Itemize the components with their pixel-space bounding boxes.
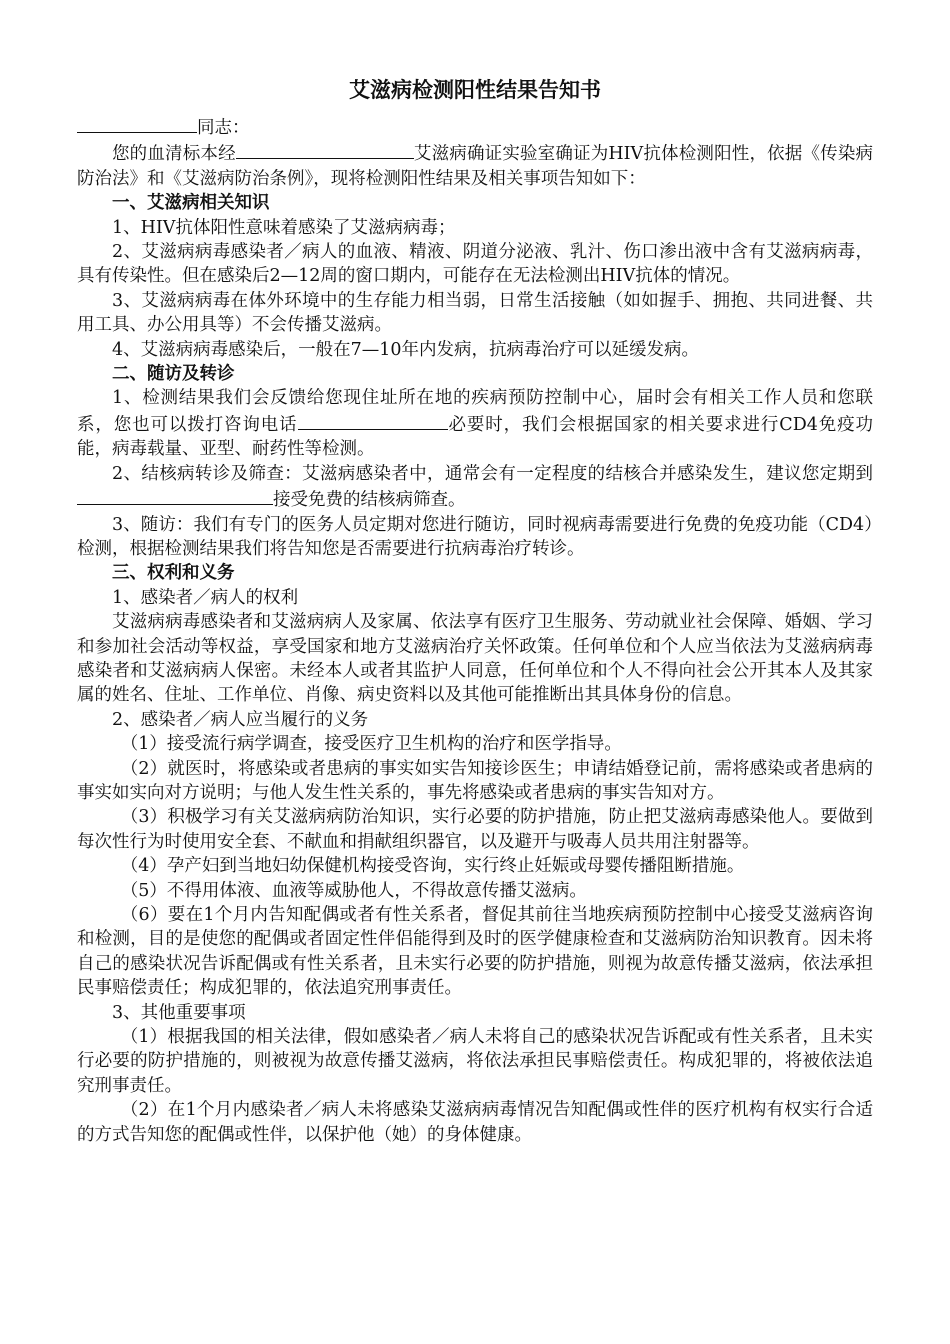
s3-subheading-other: 3、其他重要事项 <box>112 1002 246 1023</box>
notice-document <box>77 76 873 1147</box>
s2-item-1 <box>77 386 873 461</box>
section-3-title: 三、权利和义务 <box>112 563 235 584</box>
obligation-4: （4）孕产妇到当地妇幼保健机构接受咨询，实行终止妊娠或母婴传播阻断措施。 <box>120 856 745 877</box>
obligation-5: （5）不得用体液、血液等威胁他人，不得故意传播艾滋病。 <box>120 880 587 901</box>
s1-item-2: 2、艾滋病病毒感染者／病人的血液、精液、阴道分泌液、乳汁、伤口渗出液中含有艾滋病病毒，具有传染性。但在感染后2—12周的窗口期内，可能存在无法检测出HIV抗体的情况。 <box>77 242 873 287</box>
document-title: 艾滋病检测阳性结果告知书 <box>349 78 601 102</box>
s1-item-4: 4、艾滋病病毒感染后，一般在7—10年内发病，抗病毒治疗可以延缓发病。 <box>112 339 700 360</box>
s2-item-2-text-a: 2、结核病转诊及筛查：艾滋病感染者中，通常会有一定程度的结核合并感染发生，建议您定期到 <box>112 463 873 484</box>
s3-subheading-rights: 1、感染者／病人的权利 <box>112 587 299 608</box>
s3-rights-paragraph: 艾滋病病毒感染者和艾滋病病人及家属、依法享有医疗卫生服务、劳动就业社会保障、婚姻、学习和参加社会活动等权益，享受国家和地方艾滋病治疗关怀政策。任何单位和个人应当依法为艾滋病病毒感染者和艾滋病病人保密。未经本人或者其监护人同意，任何单位和个人不得向社会公开其本人及其家属的姓名、住址、工作单位、肖像、病史资料以及其他可能推断出其具体身份的信息。 <box>77 612 873 706</box>
section-1-title: 一、艾滋病相关知识 <box>112 193 270 214</box>
s1-item-3: 3、艾滋病病毒在体外环境中的生存能力相当弱，日常生活接触（如如握手、拥抱、共同进餐、共用工具、办公用具等）不会传播艾滋病。 <box>77 290 873 336</box>
intro-text-a: 您的血清标本经 <box>112 144 236 165</box>
s3-subheading-obligations: 2、感染者／病人应当履行的义务 <box>112 709 369 730</box>
s2-item-2 <box>77 462 873 513</box>
salutation <box>77 114 873 140</box>
matter-2: （2）在1个月内感染者／病人未将感染艾滋病病毒情况告知配偶或性伴的医疗机构有权实行合适的方式告知您的配偶或性伴，以保护他（她）的身体健康。 <box>77 1100 873 1145</box>
name-blank[interactable] <box>77 114 197 133</box>
s2-item-2-text-b: 接受免费的结核病筛查。 <box>273 490 466 511</box>
obligation-1: （1）接受流行病学调查，接受医疗卫生机构的治疗和医学指导。 <box>120 734 622 755</box>
matter-1: （1）根据我国的相关法律，假如感染者／病人未将自己的感染状况告诉配或有性关系者，且未实行必要的防护措施的，则被视为故意传播艾滋病，将依法承担民事赔偿责任。构成犯罪的，将被依法追究刑事责任。 <box>77 1027 873 1096</box>
s2-item-3: 3、随访：我们有专门的医务人员定期对您进行随访，同时视病毒需要进行免费的免疫功能（CD4）检测，根据检测结果我们将告知您是否需要进行抗病毒治疗转诊。 <box>77 514 873 559</box>
screening-site-blank[interactable] <box>77 486 273 505</box>
obligation-6: （6）要在1个月内告知配偶或者有性关系者，督促其前往当地疾病预防控制中心接受艾滋病咨询和检测，目的是使您的配偶或者固定性伴侣能得到及时的医学健康检查和艾滋病防治知识教育。因未将自己的感染状况告诉配偶或有性关系者，且未实行必要的防护措施，则视为故意传播艾滋病，依法承担民事赔偿责任；构成犯罪的，依法追究刑事责任。 <box>77 905 873 999</box>
intro-paragraph <box>77 140 873 191</box>
lab-blank[interactable] <box>236 140 414 159</box>
obligation-2: （2）就医时，将感染或者患病的事实如实告知接诊医生；申请结婚登记前，需将感染或者患病的事实如实向对方说明；与他人发生性关系的，事先将感染或者患病的事实告知对方。 <box>77 758 873 803</box>
phone-blank[interactable] <box>298 411 448 430</box>
s1-item-1: 1、HIV抗体阳性意味着感染了艾滋病病毒； <box>112 217 456 238</box>
obligation-3: （3）积极学习有关艾滋病病防治知识，实行必要的防护措施，防止把艾滋病毒感染他人。要做到每次性行为时使用安全套、不献血和捐献组织器官，以及避开与吸毒人员共用注射器等。 <box>77 807 873 852</box>
s2-item-1-text-a: 1、检测结果我们会反馈给您现住址所在地的疾病预防控制中心，届时会有相关工作人员和您联系，您也可以拨打咨询电话 <box>77 388 873 435</box>
section-2-title: 二、随访及转诊 <box>112 364 235 385</box>
s2-item-1-text-b: 必要时，我们会根据国家的相关要求进行CD4免疫功能，病毒载量、亚型、耐药性等检测。 <box>77 414 874 460</box>
intro-text-b: 艾滋病确证实验室确证为HIV抗体检测阳性，依据《传染病防治法》和《艾滋病防治条例》，现将检测阳性结果及相关事项告知如下： <box>77 144 874 189</box>
salutation-suffix: 同志： <box>197 118 250 138</box>
